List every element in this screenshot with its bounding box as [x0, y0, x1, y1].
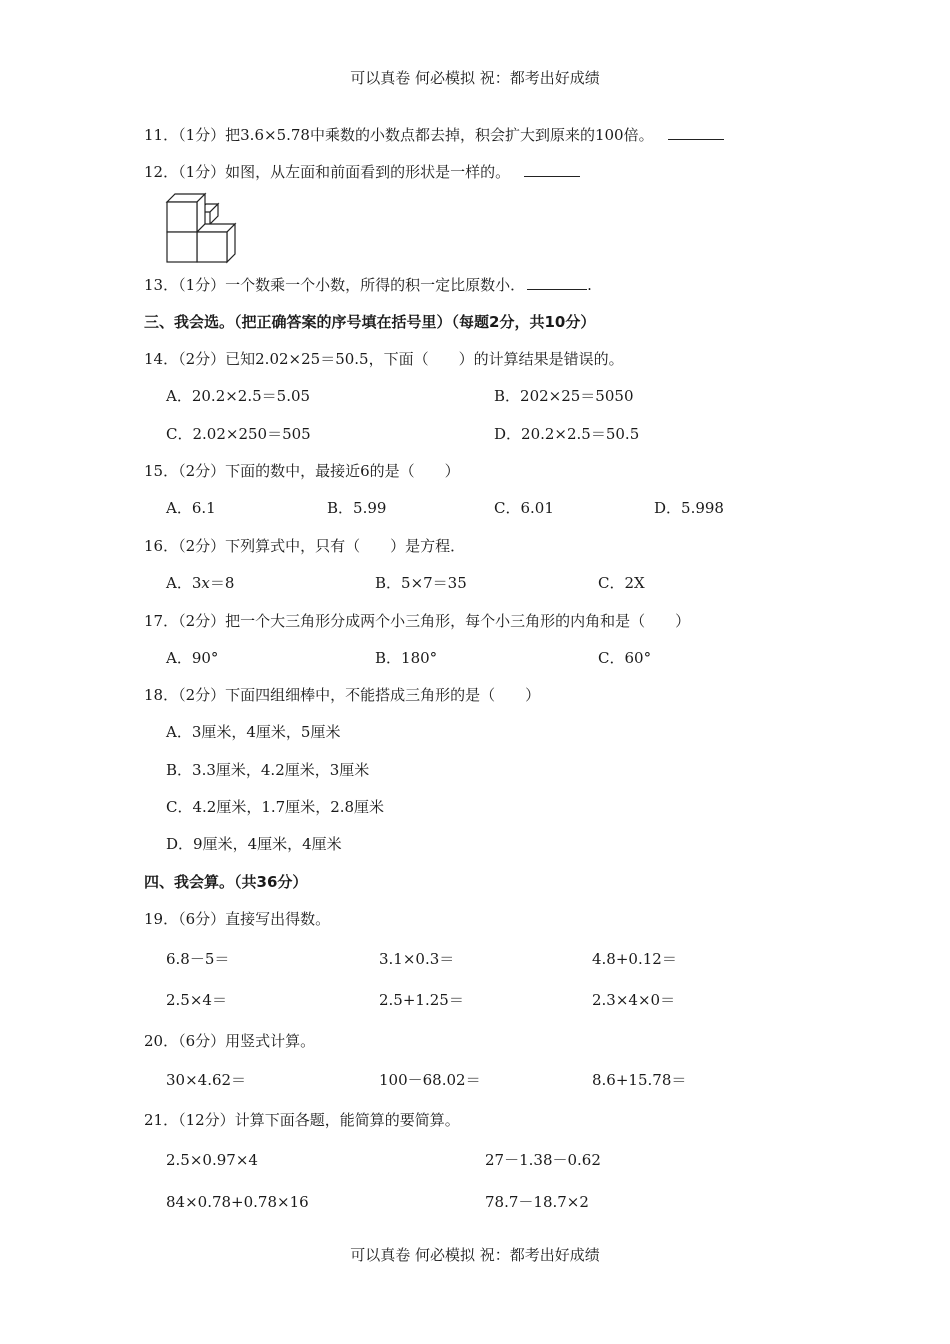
section-3-title: 三、我会选。（把正确答案的序号填在括号里）（每题2分，共10分） — [144, 313, 596, 331]
calc-item: 78.7－18.7×2 — [485, 1193, 589, 1211]
answer-blank[interactable] — [524, 162, 580, 177]
option-d[interactable]: D．9厘米，4厘米，4厘米 — [166, 835, 342, 853]
cube-front-face — [197, 232, 227, 262]
question-15 — [144, 461, 460, 481]
calc-item: 30×4.62＝ — [166, 1071, 247, 1089]
calc-item: 2.5×0.97×4 — [166, 1151, 258, 1169]
answer-blank[interactable] — [527, 275, 587, 290]
question-score: （2分） — [178, 612, 226, 630]
option-d[interactable]: D．5.998 — [654, 499, 724, 517]
question-20 — [144, 1031, 315, 1051]
question-score: （6分） — [178, 910, 226, 928]
option-c[interactable]: C．2.02×250＝505 — [166, 425, 311, 443]
question-text: 直接写出得数。 — [225, 910, 331, 928]
option-b[interactable]: B．3.3厘米，4.2厘米，3厘米 — [166, 761, 370, 779]
question-19 — [144, 909, 330, 929]
question-text: 把3.6×5.78中乘数的小数点都去掉，积会扩大到原来的100倍。 — [225, 126, 654, 144]
question-18 — [144, 685, 540, 705]
cube-front-face — [167, 202, 197, 232]
calc-item: 4.8+0.12＝ — [592, 950, 677, 968]
option-a[interactable] — [166, 573, 234, 593]
option-a[interactable]: A．90° — [166, 649, 219, 667]
question-score: （2分） — [178, 462, 226, 480]
option-d[interactable]: D．20.2×2.5＝50.5 — [494, 425, 640, 443]
question-score: （2分） — [178, 686, 226, 704]
option-c[interactable]: C．4.2厘米，1.7厘米，2.8厘米 — [166, 798, 385, 816]
question-number: 14． — [144, 350, 179, 368]
option-b[interactable]: B．180° — [375, 649, 438, 667]
question-text: 用竖式计算。 — [225, 1032, 316, 1050]
question-21 — [144, 1110, 460, 1130]
option-text: ＝8 — [209, 574, 235, 592]
option-a[interactable]: A．20.2×2.5＝5.05 — [166, 387, 311, 405]
question-12 — [144, 162, 580, 182]
question-number: 17． — [144, 612, 179, 630]
question-text: 下面的数中，最接近6的是（ ） — [225, 462, 460, 480]
question-16 — [144, 536, 465, 556]
question-text: 把一个大三角形分成两个小三角形，每个小三角形的内角和是（ ） — [225, 612, 691, 630]
calc-item: 8.6+15.78＝ — [592, 1071, 687, 1089]
option-c[interactable]: C．2X — [598, 574, 645, 592]
question-text: 已知2.02×25＝50.5，下面（ ）的计算结果是错误的。 — [225, 350, 624, 368]
question-number: 19． — [144, 910, 179, 928]
option-c[interactable]: C．6.01 — [494, 499, 554, 517]
option-variable: x — [201, 574, 210, 592]
question-score: （6分） — [178, 1032, 226, 1050]
question-score: （2分） — [178, 537, 226, 555]
question-score: （1分） — [178, 126, 226, 144]
option-b[interactable]: B．202×25＝5050 — [494, 387, 634, 405]
calc-item: 2.3×4×0＝ — [592, 991, 676, 1009]
option-c[interactable]: C．60° — [598, 649, 652, 667]
cube-front-face — [167, 232, 197, 262]
calc-item: 3.1×0.3＝ — [379, 950, 455, 968]
question-tail: . — [587, 276, 592, 294]
question-score: （1分） — [178, 276, 226, 294]
question-score: （2分） — [178, 350, 226, 368]
option-a[interactable]: A．6.1 — [166, 499, 216, 517]
question-number: 15． — [144, 462, 179, 480]
question-14 — [144, 349, 624, 369]
question-number: 16． — [144, 537, 179, 555]
question-text: 如图，从左面和前面看到的形状是一样的。 — [225, 163, 511, 181]
question-score: （1分） — [178, 163, 226, 181]
question-text: 下面四组细棒中，不能搭成三角形的是（ ） — [225, 686, 541, 704]
calc-item: 84×0.78+0.78×16 — [166, 1193, 309, 1211]
section-4-title: 四、我会算。（共36分） — [144, 873, 308, 891]
calc-item: 2.5+1.25＝ — [379, 991, 464, 1009]
page-header: 可以真卷 何必模拟 祝：都考出好成绩 — [350, 69, 600, 87]
question-text: 一个数乘一个小数，所得的积一定比原数小． — [225, 276, 526, 294]
option-text: A．3 — [166, 574, 202, 592]
question-11 — [144, 125, 724, 145]
answer-blank[interactable] — [668, 125, 724, 140]
calc-item: 2.5×4＝ — [166, 991, 227, 1009]
question-number: 12． — [144, 163, 179, 181]
calc-item: 6.8－5＝ — [166, 950, 230, 968]
option-b[interactable]: B．5×7＝35 — [375, 574, 467, 592]
calc-item: 27－1.38－0.62 — [485, 1151, 601, 1169]
calc-item: 100－68.02＝ — [379, 1071, 481, 1089]
question-number: 11． — [144, 126, 179, 144]
option-b[interactable]: B．5.99 — [327, 499, 387, 517]
question-number: 21． — [144, 1111, 179, 1129]
question-text: 下列算式中，只有（ ）是方程． — [225, 537, 466, 555]
question-number: 13． — [144, 276, 179, 294]
question-13 — [144, 275, 592, 295]
question-score: （12分） — [178, 1111, 235, 1129]
question-17 — [144, 611, 690, 631]
question-text: 计算下面各题，能简算的要简算。 — [234, 1111, 460, 1129]
page-footer: 可以真卷 何必模拟 祝：都考出好成绩 — [350, 1246, 600, 1264]
question-number: 20． — [144, 1032, 179, 1050]
option-a[interactable]: A．3厘米，4厘米，5厘米 — [166, 723, 341, 741]
question-number: 18． — [144, 686, 179, 704]
cubes-figure — [160, 188, 244, 268]
